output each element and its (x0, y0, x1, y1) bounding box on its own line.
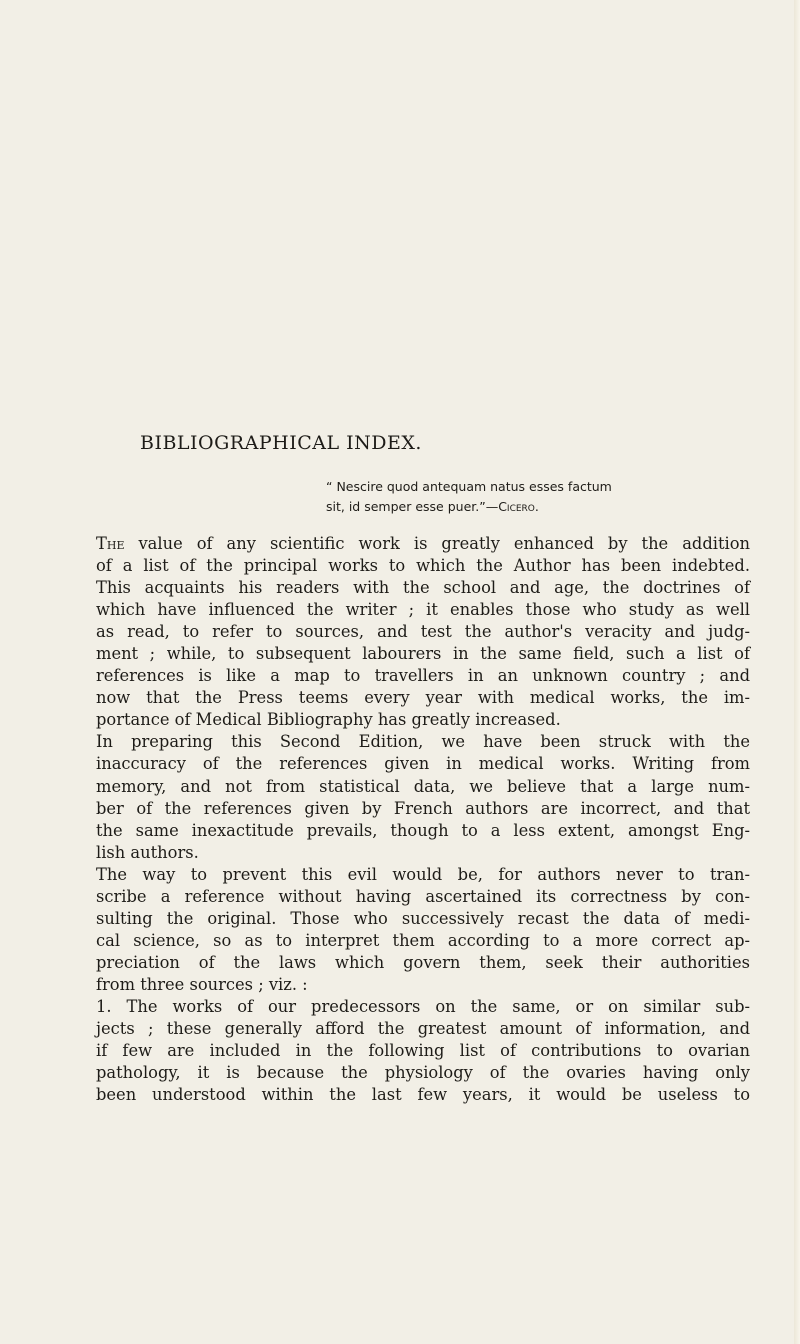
body-line: references is like a map to travellers in an unknown country ; and (96, 666, 750, 686)
section-heading: BIBLIOGRAPHICAL INDEX. (140, 432, 422, 454)
body-line: as read, to refer to sources, and test the author's veracity and judg- (96, 622, 750, 642)
body-line: preciation of the laws which govern them, seek their authorities (96, 952, 750, 972)
body-line: now that the Press teems every year with medical works, the im- (96, 688, 750, 708)
body-line: portance of Medical Bibliography has greatly increased. (96, 710, 561, 730)
body-line: The way to prevent this evil would be, for authors never to tran- (96, 864, 750, 884)
body-line: memory, and not from statistical data, we believe that a large num- (96, 776, 750, 796)
body-line: pathology, it is because the physiology of the ovaries having only (96, 1063, 750, 1083)
body-line: cal science, so as to interpret them according to a more correct ap- (96, 930, 750, 950)
body-line (96, 533, 750, 555)
epigraph-line-2 (326, 497, 746, 517)
body-line: jects ; these generally afford the greatest amount of information, and (96, 1019, 750, 1039)
body-line: sulting the original. Those who successively recast the data of medi- (96, 908, 750, 928)
body-line: of a list of the principal works to which the Author has been indebted. (96, 556, 750, 576)
body-line: lish authors. (96, 842, 199, 862)
lead-word: The (96, 534, 125, 553)
epigraph-attribution: Cicero. (498, 499, 539, 514)
body-line: which have influenced the writer ; it enables those who study as well (96, 600, 750, 620)
body-line: 1. The works of our predecessors on the same, or on similar sub- (96, 996, 750, 1016)
epigraph-line-2-text: sit, id semper esse puer.”— (326, 499, 499, 514)
body-text (96, 533, 750, 1106)
body-line: been understood within the last few years, it would be useless to (96, 1085, 750, 1105)
body-line-text: value of any scientific work is greatly enhanced by the addition (124, 534, 750, 553)
body-line: if few are included in the following list of contributions to ovarian (96, 1041, 750, 1061)
body-line: from three sources ; viz. : (96, 974, 308, 994)
body-line: This acquaints his readers with the school and age, the doctrines of (96, 578, 750, 598)
epigraph (326, 477, 746, 517)
body-line: scribe a reference without having ascertained its correctness by con- (96, 886, 750, 906)
body-line: In preparing this Second Edition, we have been struck with the (96, 732, 750, 752)
body-line: the same inexactitude prevails, though to a less extent, amongst Eng- (96, 820, 750, 840)
body-line: inaccuracy of the references given in medical works. Writing from (96, 754, 750, 774)
body-line: ber of the references given by French authors are incorrect, and that (96, 798, 750, 818)
epigraph-line-1: “ Nescire quod antequam natus esses factum (326, 479, 612, 494)
body-line: ment ; while, to subsequent labourers in the same field, such a list of (96, 644, 750, 664)
page-edge (794, 0, 800, 1344)
